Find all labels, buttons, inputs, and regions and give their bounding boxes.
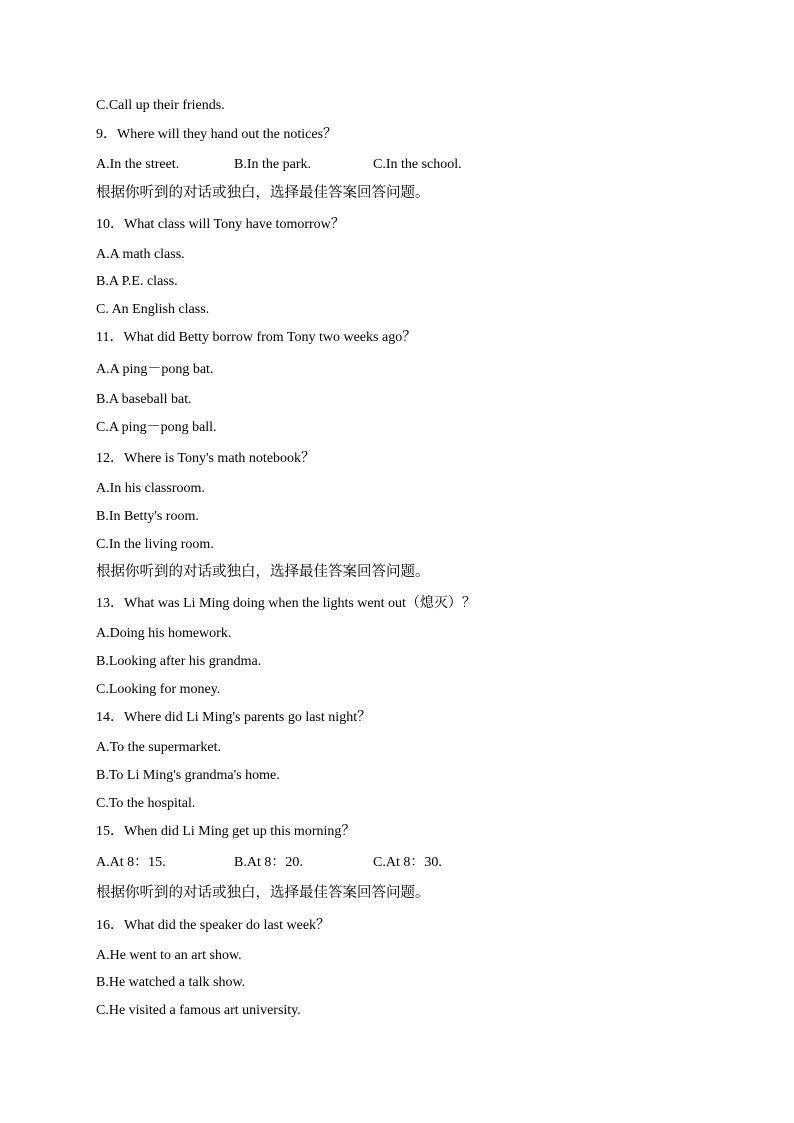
- q11-option-c: C.A ping－pong ball.: [96, 420, 217, 435]
- q10-question: 10．What class will Tony have tomorrow？: [96, 217, 345, 232]
- q9-option-c: C.In the school.: [373, 157, 462, 172]
- q12-option-a: A.In his classroom.: [96, 481, 205, 496]
- section-instruction: 根据你听到的对话或独白，选择最佳答案回答问题。: [96, 885, 430, 901]
- section-instruction: 根据你听到的对话或独白，选择最佳答案回答问题。: [96, 185, 430, 201]
- q16-question: 16．What did the speaker do last week？: [96, 918, 331, 933]
- section-instruction: 根据你听到的对话或独白，选择最佳答案回答问题。: [96, 564, 430, 580]
- q14-option-a: A.To the supermarket.: [96, 740, 221, 755]
- q12-option-c: C.In the living room.: [96, 537, 214, 552]
- q16-option-a: A.He went to an art show.: [96, 948, 242, 963]
- q9-question: 9．Where will they hand out the notices？: [96, 127, 338, 142]
- q11-question: 11．What did Betty borrow from Tony two weeks ago？: [96, 330, 417, 345]
- q8-option-c: C.Call up their friends.: [96, 98, 225, 113]
- q15-options: [96, 854, 516, 872]
- q11-option-a: A.A ping－pong bat.: [96, 362, 214, 377]
- q14-option-b: B.To Li Ming's grandma's home.: [96, 768, 280, 783]
- q13-option-c: C.Looking for money.: [96, 682, 221, 697]
- q15-question: 15．When did Li Ming get up this morning？: [96, 824, 356, 839]
- q12-option-b: B.In Betty's room.: [96, 509, 199, 524]
- q15-option-a: A.At 8：15.: [96, 855, 166, 870]
- q9-option-a: A.In the street.: [96, 157, 180, 172]
- q9-option-b: B.In the park.: [234, 157, 311, 172]
- q13-question: 13．What was Li Ming doing when the lights went out（熄灭）？: [96, 596, 476, 611]
- q10-option-a: A.A math class.: [96, 247, 185, 262]
- q10-option-b: B.A P.E. class.: [96, 274, 178, 289]
- q14-question: 14．Where did Li Ming's parents go last night？: [96, 710, 372, 725]
- q16-option-c: C.He visited a famous art university.: [96, 1003, 301, 1018]
- q11-option-b: B.A baseball bat.: [96, 392, 192, 407]
- q15-option-c: C.At 8：30.: [373, 855, 442, 870]
- q10-option-c: C. An English class.: [96, 302, 210, 317]
- q16-option-b: B.He watched a talk show.: [96, 975, 246, 990]
- q15-option-b: B.At 8：20.: [234, 855, 303, 870]
- q13-option-b: B.Looking after his grandma.: [96, 654, 262, 669]
- q14-option-c: C.To the hospital.: [96, 796, 196, 811]
- q12-question: 12．Where is Tony's math notebook？: [96, 451, 316, 466]
- q13-option-a: A.Doing his homework.: [96, 626, 232, 641]
- q9-options: [96, 156, 516, 174]
